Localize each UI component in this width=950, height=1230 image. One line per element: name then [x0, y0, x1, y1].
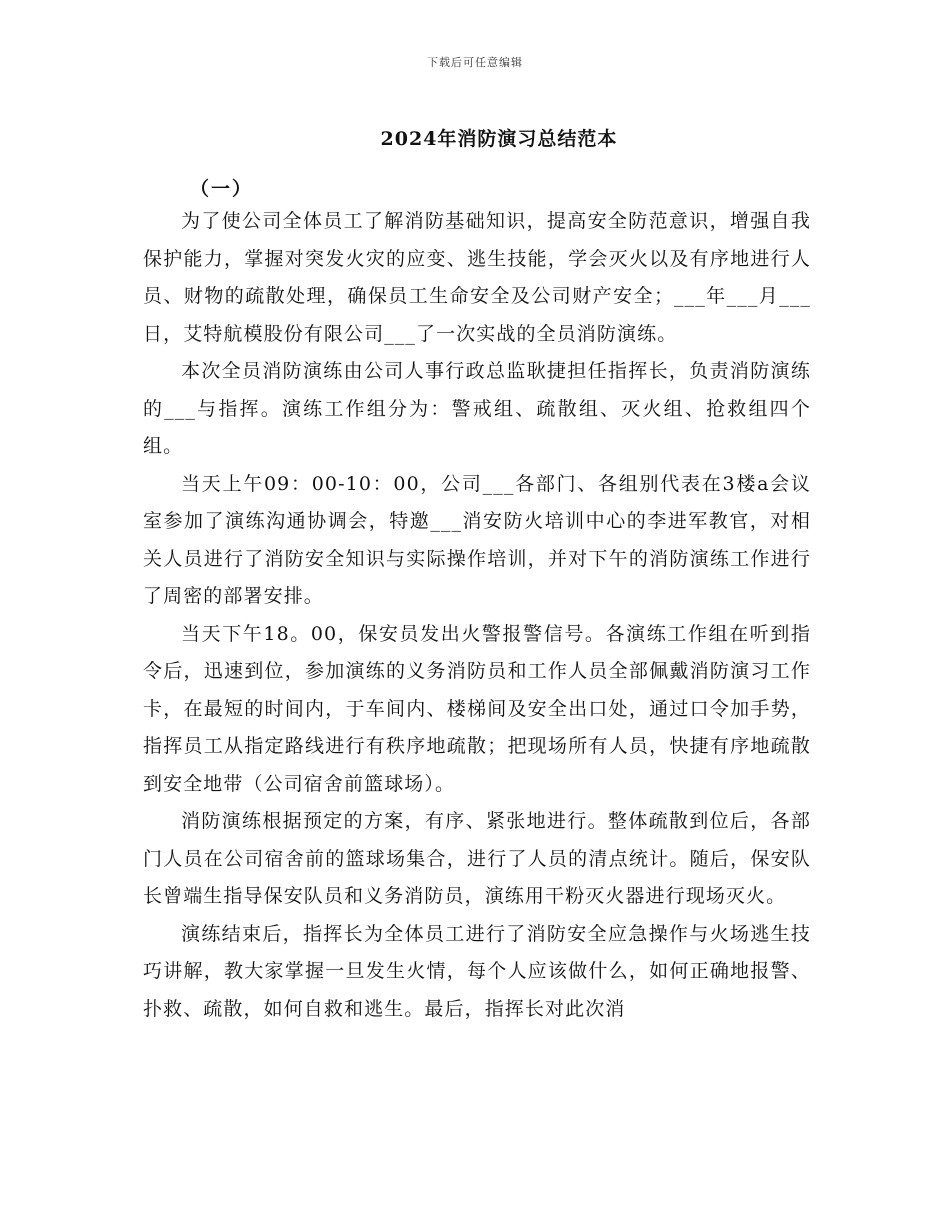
header-note: 下载后可任意编辑 [427, 56, 523, 69]
paragraph-1: 为了使公司全体员工了解消防基础知识，提高安全防范意识，增强自我保护能力，掌握对突发火灾的应变、逃生技能，学会灭火以及有序地进行人员、财物的疏散处理，确保员工生命安全及公司财产安全；___年___月___日，艾特航模股份有限公司___了一次实战的全员消防演练。 [143, 210, 811, 345]
section-label: （一） [190, 178, 254, 200]
document-body [143, 203, 811, 1028]
paragraph-5: 消防演练根据预定的方案，有序、紧张地进行。整体疏散到位后，各部门人员在公司宿舍前的篮球场集合，进行了人员的清点统计。随后，保安队长曾端生指导保安队员和义务消防员，演练用干粉灭火器进行现场灭火。 [143, 810, 811, 907]
paragraph-3: 当天上午09：00-10：00，公司___各部门、各组别代表在3楼a会议室参加了演练沟通协调会，特邀___消安防火培训中心的李进军教官，对相关人员进行了消防安全知识与实际操作培训，并对下午的消防演练工作进行了周密的部署安排。 [143, 472, 811, 607]
document-title: 2024年消防演习总结范本 [380, 128, 618, 150]
paragraph-6: 演练结束后，指挥长为全体员工进行了消防安全应急操作与火场逃生技巧讲解，教大家掌握一旦发生火情，每个人应该做什么，如何正确地报警、扑救、疏散，如何自救和逃生。最后，指挥长对此次消 [143, 922, 811, 1020]
paragraph-2: 本次全员消防演练由公司人事行政总监耿捷担任指挥长，负责消防演练的___与指挥。演练工作组分为：警戒组、疏散组、灭火组、抢救组四个组。 [143, 360, 811, 457]
paragraph-4: 当天下午18。00，保安员发出火警报警信号。各演练工作组在听到指令后，迅速到位，参加演练的义务消防员和工作人员全部佩戴消防演习工作卡，在最短的时间内，于车间内、楼梯间及安全出口处，通过口令加手势，指挥员工从指定路线进行有秩序地疏散；把现场所有人员，快捷有序地疏散到安全地带（公司宿舍前篮球场）。 [143, 622, 811, 795]
